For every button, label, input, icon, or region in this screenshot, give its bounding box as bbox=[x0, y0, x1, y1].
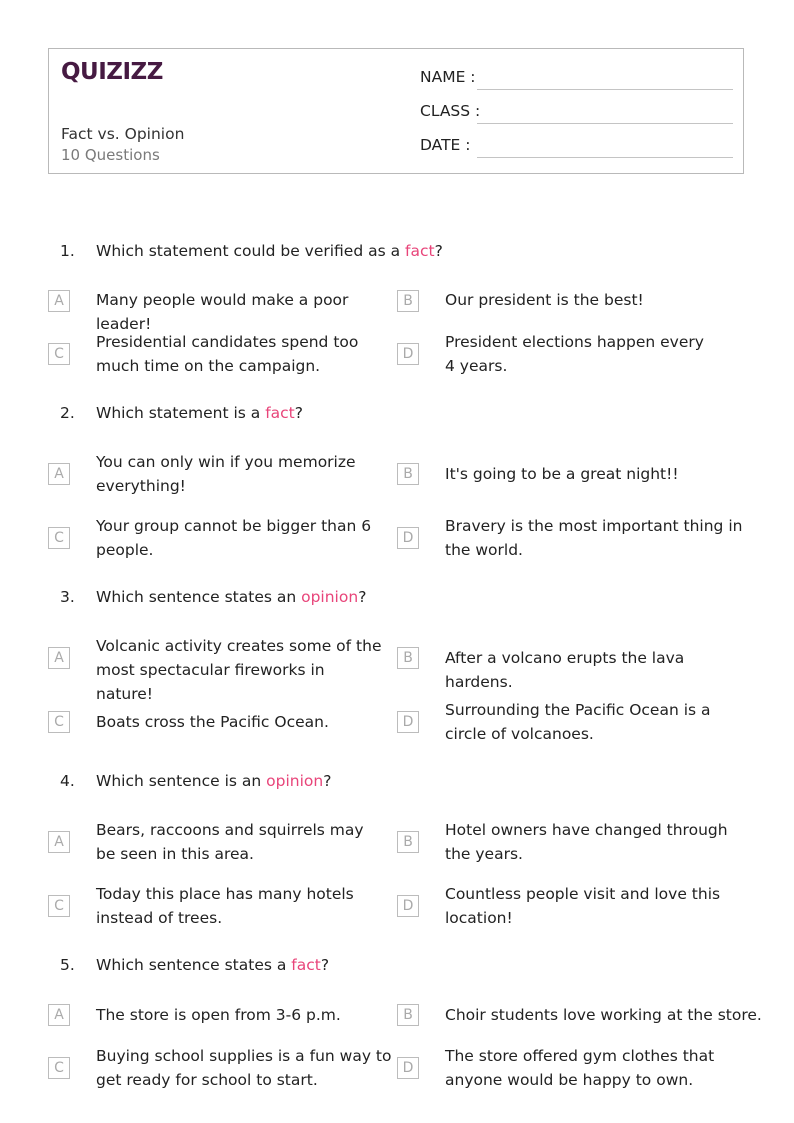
option-letter-c: C bbox=[48, 711, 70, 733]
keyword: opinion bbox=[266, 772, 324, 790]
keyword: fact bbox=[265, 404, 295, 422]
option-letter-d: D bbox=[397, 1057, 419, 1079]
option-a: Volcanic activity creates some of the most spectacular fireworks in nature! bbox=[96, 637, 382, 703]
option-letter-d: D bbox=[397, 895, 419, 917]
option-c: Boats cross the Pacific Ocean. bbox=[96, 713, 329, 731]
question-text: Which statement could be verified as a fact? bbox=[96, 242, 443, 260]
option-letter-b: B bbox=[397, 647, 419, 669]
worksheet-title: Fact vs. Opinion bbox=[61, 125, 185, 143]
option-letter-b: B bbox=[397, 831, 419, 853]
option-letter-a: A bbox=[48, 463, 70, 485]
option-b: It's going to be a great night!! bbox=[445, 465, 679, 483]
keyword: opinion bbox=[301, 588, 359, 606]
option-letter-b: B bbox=[397, 1004, 419, 1026]
date-label: DATE : bbox=[420, 136, 471, 154]
option-c: Presidential candidates spend too much time on the campaign. bbox=[96, 333, 359, 375]
option-d: Countless people visit and love this location! bbox=[445, 885, 721, 927]
keyword: fact bbox=[405, 242, 435, 260]
option-a: The store is open from 3-6 p.m. bbox=[96, 1006, 341, 1024]
option-d: President elections happen every 4 years. bbox=[445, 333, 704, 375]
option-letter-d: D bbox=[397, 343, 419, 365]
option-letter-a: A bbox=[48, 1004, 70, 1026]
name-line bbox=[477, 89, 733, 90]
option-b: Our president is the best! bbox=[445, 291, 644, 309]
option-b: Hotel owners have changed through the years. bbox=[445, 821, 728, 863]
option-d: Surrounding the Pacific Ocean is a circle of volcanoes. bbox=[445, 701, 711, 743]
option-letter-c: C bbox=[48, 1057, 70, 1079]
question-text: Which sentence states a fact? bbox=[96, 956, 330, 974]
option-letter-d: D bbox=[397, 711, 419, 733]
class-label: CLASS : bbox=[420, 102, 481, 120]
option-letter-b: B bbox=[397, 463, 419, 485]
question-number: 2. bbox=[60, 404, 75, 422]
question-number: 5. bbox=[60, 956, 75, 974]
option-a: You can only win if you memorize everything! bbox=[96, 453, 356, 495]
keyword: fact bbox=[291, 956, 321, 974]
option-d: The store offered gym clothes that anyone would be happy to own. bbox=[445, 1047, 715, 1089]
option-letter-c: C bbox=[48, 527, 70, 549]
option-letter-b: B bbox=[397, 290, 419, 312]
option-letter-c: C bbox=[48, 895, 70, 917]
date-line bbox=[477, 157, 733, 158]
option-b: Choir students love working at the store. bbox=[445, 1006, 762, 1024]
option-letter-a: A bbox=[48, 831, 70, 853]
quizizz-logo: QUIZIZZ bbox=[61, 59, 163, 85]
option-c: Your group cannot be bigger than 6 people. bbox=[96, 517, 372, 559]
name-label: NAME : bbox=[420, 68, 476, 86]
option-c: Buying school supplies is a fun way to get ready for school to start. bbox=[96, 1047, 392, 1089]
option-a: Many people would make a poor leader! bbox=[96, 291, 349, 333]
option-a: Bears, raccoons and squirrels may be seen in this area. bbox=[96, 821, 364, 863]
question-text: Which sentence is an opinion? bbox=[96, 772, 332, 790]
option-letter-c: C bbox=[48, 343, 70, 365]
option-letter-a: A bbox=[48, 290, 70, 312]
class-line bbox=[477, 123, 733, 124]
option-d: Bravery is the most important thing in the world. bbox=[445, 517, 743, 559]
option-letter-d: D bbox=[397, 527, 419, 549]
question-number: 4. bbox=[60, 772, 75, 790]
worksheet-header bbox=[48, 48, 744, 174]
question-text: Which sentence states an opinion? bbox=[96, 588, 367, 606]
question-text: Which statement is a fact? bbox=[96, 404, 303, 422]
option-c: Today this place has many hotels instead of trees. bbox=[96, 885, 354, 927]
question-number: 3. bbox=[60, 588, 75, 606]
question-number: 1. bbox=[60, 242, 75, 260]
option-b: After a volcano erupts the lava hardens. bbox=[445, 649, 685, 691]
option-letter-a: A bbox=[48, 647, 70, 669]
question-count: 10 Questions bbox=[61, 146, 160, 164]
